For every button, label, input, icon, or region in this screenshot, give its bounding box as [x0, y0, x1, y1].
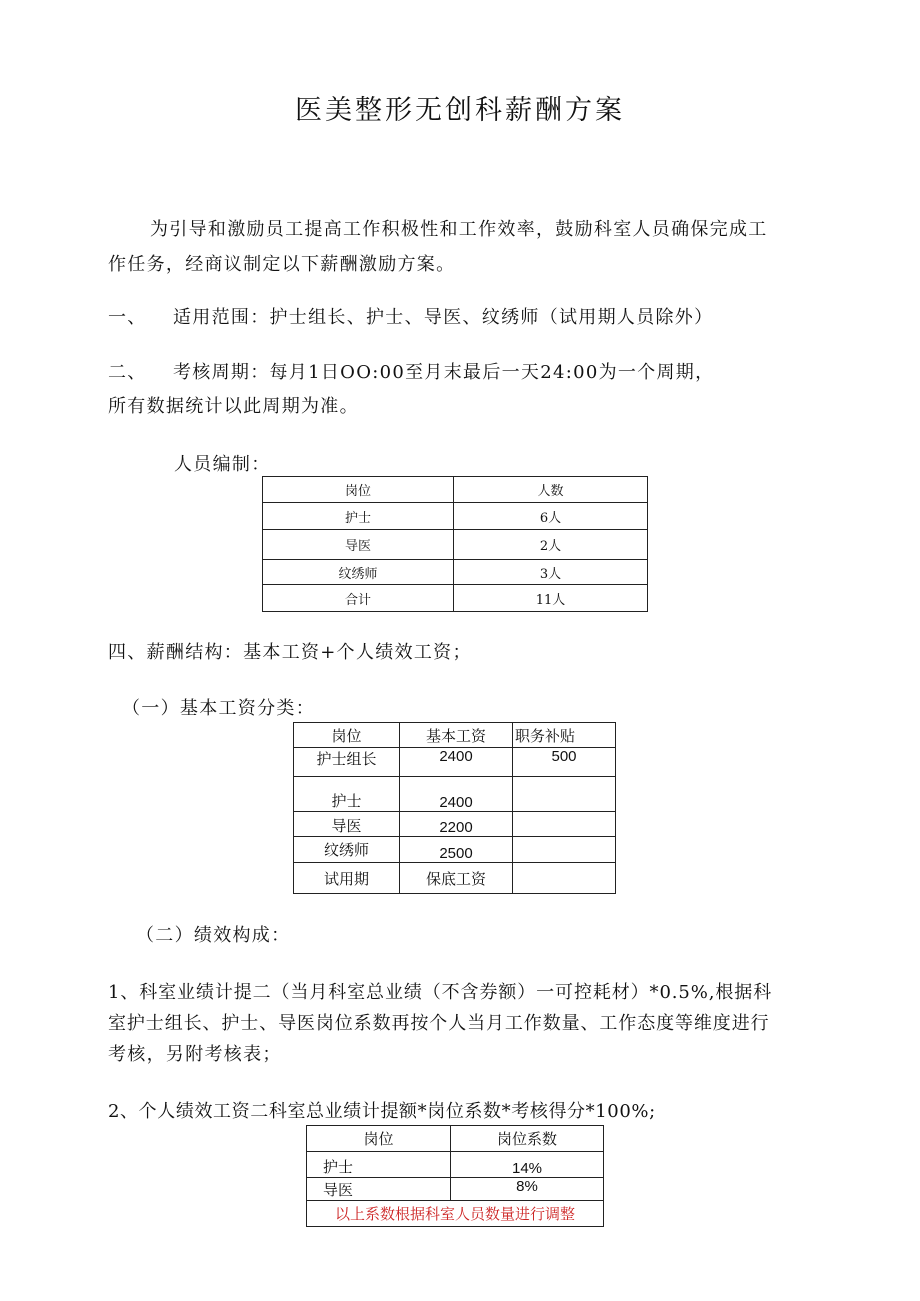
table-header-cell: 岗位 [263, 477, 454, 503]
table-cell [513, 863, 616, 894]
table-cell: 合计 [263, 585, 454, 612]
section-1-number: 一、 [108, 307, 147, 328]
table-row [307, 1152, 604, 1178]
table-cell: 导医 [263, 530, 454, 560]
section-1-text: 适用范围：护士组长、护士、导医、纹绣师（试用期人员除外） [173, 307, 714, 328]
table-row [294, 863, 616, 894]
table-row [263, 585, 648, 612]
table-cell [513, 777, 616, 812]
base-salary-label: （一）基本工资分类： [122, 698, 315, 719]
table-header-cell: 基本工资 [400, 723, 513, 748]
table-cell: 导医 [294, 812, 400, 837]
table-row [263, 530, 648, 560]
table-row [294, 812, 616, 837]
table-row [263, 503, 648, 530]
table-cell: 2400 [400, 748, 513, 777]
table-cell: 2人 [454, 530, 648, 560]
staffing-label: 人员编制： [174, 454, 271, 475]
table-cell: 6人 [454, 503, 648, 530]
base-salary-table [293, 722, 616, 894]
table-header-cell: 岗位 [307, 1126, 451, 1152]
table-cell [513, 837, 616, 863]
table-cell: 纹绣师 [294, 837, 400, 863]
table-header-row [263, 477, 648, 503]
coefficient-note: 以上系数根据科室人员数量进行调整 [307, 1201, 604, 1227]
table-cell [513, 812, 616, 837]
table-cell: 11人 [454, 585, 648, 612]
table-note-row [307, 1201, 604, 1227]
section-2-text-line-2: 所有数据统计以此周期为准。 [108, 396, 359, 417]
table-cell: 2400 [400, 777, 513, 812]
table-row [294, 777, 616, 812]
page-title: 医美整形无创科薪酬方案 [295, 95, 625, 126]
table-cell: 2500 [400, 837, 513, 863]
staffing-table [262, 476, 648, 612]
table-row [263, 560, 648, 585]
section-2-number: 二、 [108, 362, 147, 383]
table-cell: 护士组长 [294, 748, 400, 777]
table-header-cell: 职务补贴 [513, 723, 616, 748]
table-cell: 保底工资 [400, 863, 513, 894]
table-cell: 2200 [400, 812, 513, 837]
table-header-cell: 人数 [454, 477, 648, 503]
table-row [307, 1178, 604, 1201]
table-cell: 护士 [307, 1152, 451, 1178]
coefficient-table [306, 1125, 604, 1227]
table-cell: 3人 [454, 560, 648, 585]
table-header-cell: 岗位系数 [451, 1126, 604, 1152]
section-2-text-line-1: 考核周期：每月1日OO:00至月末最后一天24:00为一个周期， [173, 362, 715, 383]
performance-label: （二）绩效构成： [136, 925, 291, 946]
intro-line-2: 作任务，经商议制定以下薪酬激励方案。 [108, 254, 456, 275]
table-cell: 14% [451, 1152, 604, 1178]
table-row [294, 837, 616, 863]
table-cell: 试用期 [294, 863, 400, 894]
table-cell: 500 [513, 748, 616, 777]
section-4-text: 四、薪酬结构：基本工资+个人绩效工资； [108, 642, 472, 663]
performance-item-1-line-3: 考核，另附考核表； [108, 1044, 282, 1065]
table-cell: 导医 [307, 1178, 451, 1201]
performance-item-1-line-2: 室护士组长、护士、导医岗位系数再按个人当月工作数量、工作态度等维度进行 [108, 1013, 770, 1034]
table-cell: 8% [451, 1178, 604, 1201]
performance-item-2: 2、个人绩效工资二科室总业绩计提额*岗位系数*考核得分*100%; [108, 1101, 656, 1122]
table-header-row [307, 1126, 604, 1152]
table-cell: 纹绣师 [263, 560, 454, 585]
intro-line-1: 为引导和激励员工提高工作积极性和工作效率，鼓励科室人员确保完成工 [150, 219, 768, 240]
table-cell: 护士 [294, 777, 400, 812]
table-header-row [294, 723, 616, 748]
performance-item-1-line-1: 1、科室业绩计提二（当月科室总业绩（不含券额）一可控耗材）*0.5%,根据科 [108, 982, 773, 1003]
table-row [294, 748, 616, 777]
table-header-cell: 岗位 [294, 723, 400, 748]
table-cell: 护士 [263, 503, 454, 530]
